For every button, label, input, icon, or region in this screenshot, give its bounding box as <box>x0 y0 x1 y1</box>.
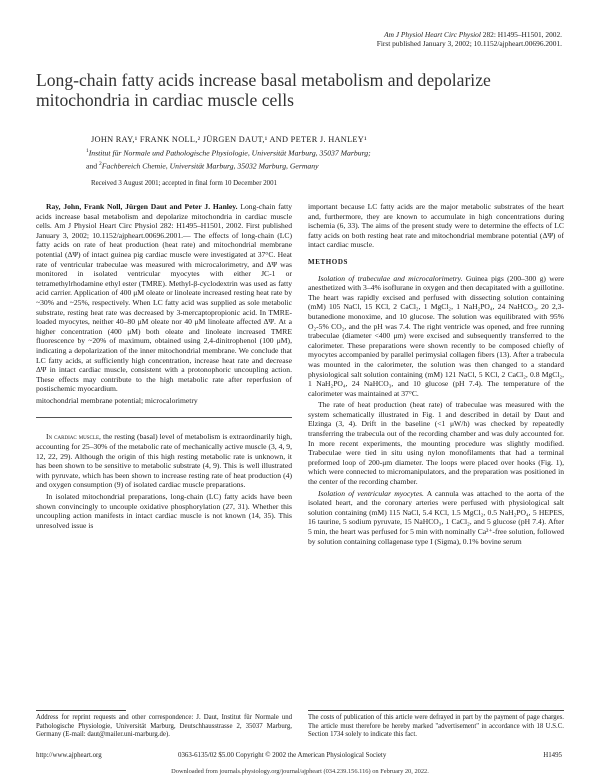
journal-name: Am J Physiol Heart Circ Physiol <box>384 30 481 39</box>
download-note: Downloaded from journals.physiology.org/journal/ajpheart (034.239.156.116) on February 20, 2022. <box>171 768 429 775</box>
methods-subhead-2: Isolation of ventricular myocytes. <box>318 488 424 498</box>
intro-p1-text: , the resting (basal) level of metabolism is extraordinarily high, accounting for 25–30% of the metabolic rate of mechanically active muscle (3, 4, 9, 12, 22, 29). Although the origin of this high resting metabolic rate is unknown, it has been shown to be sensitive to metabolic substrate (4, 9). This is well illustrated with pyruvate, which has been shown to increase resting rate of heat production (4) and oxygen consumption (9) of isolated cardiac muscle preparations. <box>36 432 292 490</box>
affiliations <box>86 146 556 172</box>
journal-doi-line: First published January 3, 2002; 10.1152/ajpheart.00696.2001. <box>376 39 562 48</box>
methods-subhead-1: Isolation of trabeculae and microcalorimetry. <box>318 273 463 283</box>
journal-reference <box>377 30 562 48</box>
affil-mark-1: 1 <box>86 148 89 154</box>
left-column <box>36 202 292 532</box>
article-title: Long-chain fatty acids increase basal metabolism and depolarize mitochondria in cardiac muscle cells <box>36 70 491 110</box>
keywords: mitochondrial membrane potential; microcalorimetry <box>36 395 198 405</box>
journal-url[interactable]: http://www.ajpheart.org <box>36 752 102 759</box>
intro-paragraph-1 <box>36 432 292 490</box>
methods-p3-text: A cannula was attached to the aorta of the isolated heart, and the coronary arteries were perfused with physiological salt solution containing (mM) 115 NaCl, 5.4 KCl, 1.5 MgCl₂, 0.5 NaH₂PO₄, 5 HEPES, 16 taurine, 5 sodium pyruvate, 15 NaHCO₃, 1 CaCl₂, and 5 glucose (pH 7.4). After 5 min, the heart was perfused for 5 min with nominally Ca²⁺-free solution, followed by solution containing collagenase type I (Sigma), 0.1% bovine serum <box>308 488 564 546</box>
abstract-lead: Ray, John, Frank Noll, Jürgen Daut and Peter J. Hanley. <box>46 202 238 211</box>
methods-paragraph-1 <box>308 274 564 399</box>
affiliation-1: Institut für Normale und Pathologische Physiologie, Universität Marburg, 35037 Marburg; <box>88 148 371 158</box>
abstract-divider <box>36 417 292 418</box>
footnote-rule-left <box>36 710 126 711</box>
author-list: JOHN RAY,¹ FRANK NOLL,² JÜRGEN DAUT,¹ AND PETER J. HANLEY¹ <box>91 135 367 144</box>
methods-p1-text: Guinea pigs (200–300 g) were anesthetized with 3–4% isoflurane in oxygen and then decapitated with a guillotine. The heart was rapidly excised and perfused with dissecting solution containing (mM) 105 NaCl, 15 KCl, 2 CaCl₂, 1 MgCl₂, 1 NaH₂PO₄, 24 NaHCO₃, 20 2,3-butanedione monoxime, and 10 glucose. The solution was equilibrated with 95% O₂-5% CO₂, and the pH was 7.4. The right ventricle was opened, and free running trabeculae (diameter <400 μm) were excised and subsequently transferred to the calorimeter. These preparations were shown recently to be composed chiefly of myocytes accompanied by parallel perimysial collagen fibers (13). After a trabecula was mounted in the calorimeter, the solution was then changed to a standard physiological salt solution containing (mM) 121 NaCl, 5 KCl, 2 CaCl₂, 0.8 MgCl₂, 1 NaH₂PO₄, 24 NaHCO₃, and 10 glucose (pH 7.4). The temperature of the calorimeter was maintained at 37°C. <box>308 273 564 398</box>
journal-volume: 282: H1495–H1501, 2002. <box>480 30 562 39</box>
right-paragraph-0: important because LC fatty acids are the major metabolic substrates of the heart and, furthermore, they are known to accumulate in high concentrations during ischemia (6, 33). The aims of the present study were to determine the effects of LC fatty acids on both resting heat rate and mitochondrial membrane potential (ΔΨ) of intact cardiac muscle. <box>308 202 564 250</box>
methods-paragraph-3 <box>308 489 564 547</box>
intro-paragraph-2: In isolated mitochondrial preparations, long-chain (LC) fatty acids have been shown convincingly to uncouple oxidative phosphorylation (27, 31). Whether this uncoupling action manifests in intact cardiac muscle is not known (14, 35). This unresolved issue is <box>36 492 292 530</box>
abstract-body: Long-chain fatty acids increase basal metabolism and depolarize mitochondria in cardiac muscle cells. Am J Physiol Heart Circ Physiol 282: H1495–H1501, 2002. First published January 3, 2002; 10.1152/ajpheart.00696.2001.— The effects of long-chain (LC) fatty acids on rate of heat production (heat rate) and mitochondrial membrane potential (ΔΨ) of intact guinea pig cardiac muscle were investigated at 37°C. Heat rate of ventricular trabeculae was measured with microcalorimetry, and ΔΨ was monitored in isolated ventricular myocytes with either JC-1 or tetramethylrhodamine ethyl ester (TMRE). Methyl-β-cyclodextrin was used as fatty acid carrier. Application of 400 μM oleate or linoleate increased resting heat rate by ~30% and ~25%, respectively. When LC fatty acid was supplied as sole metabolic substrate, resting heat rate was decreased by 3-mercaptopropionic acid. In TMRE-loaded myocytes, neither 40–80 μM oleate nor 40 μM linoleate affected ΔΨ. At a higher concentration (400 μM) both oleate and linoleate increased TMRE fluorescence by ~20% of maximum, obtained using 2,4-dinitrophenol (100 μM), indicating a depolarization of the inner mitochondrial membrane. We conclude that LC fatty acids, at sufficiently high concentration, increase heat rate and decrease ΔΨ in intact cardiac muscle, consistent with a protonophoric uncoupling action. These effects may contribute to the high metabolic rate after reperfusion of postischemic myocardium. <box>36 202 292 394</box>
abstract <box>36 202 292 394</box>
affiliation-2: Fachbereich Chemie, Universität Marburg, 35032 Marburg, Germany <box>101 161 319 171</box>
methods-heading: METHODS <box>308 257 348 266</box>
received-dates: Received 3 August 2001; accepted in final form 10 December 2001 <box>91 180 277 187</box>
affiliation-conjunction: and <box>86 161 100 171</box>
footnote-rule-right <box>308 710 564 711</box>
correspondence-footnote: Address for reprint requests and other correspondence: J. Daut, Institut für Normale und Pathologische Physiologie, Universität Marburg, Deutschhausstrasse 2, 35037 Marburg, Germany (E-mail: daut@mailer.uni-marburg.de). <box>36 714 292 739</box>
affil-mark-2: 2 <box>99 161 102 168</box>
page-number: H1495 <box>543 752 562 759</box>
copyright-line: 0363-6135/02 $5.00 Copyright © 2002 the American Physiological Society <box>178 752 387 759</box>
page-charges-footnote: The costs of publication of this article were defrayed in part by the payment of page charges. The article must therefore be hereby marked "advertisement" in accordance with 18 U.S.C. Section 1734 solely to indicate this fact. <box>308 714 564 739</box>
right-column <box>308 202 564 548</box>
methods-paragraph-2: The rate of heat production (heat rate) of trabeculae was measured with the system schematically illustrated in Fig. 1 and described in detail by Daut and Elzinga (3, 4). Drift in the baseline (<1 μW/h) was checked by repeatedly transferring the trabecula out of the recording chamber and was duly accounted for. In more recent experiments, the mounting procedure was slightly modified. Trabeculae were tied in situ using nylon monofilaments that had a terminal preformed loop of 200-μm diameter. The loops were placed over hooks (Fig. 1), which were connected to micromanipulators, and the preparation was positioned in the center of the recording chamber. <box>308 400 564 487</box>
intro-lead: In cardiac muscle <box>46 432 100 442</box>
